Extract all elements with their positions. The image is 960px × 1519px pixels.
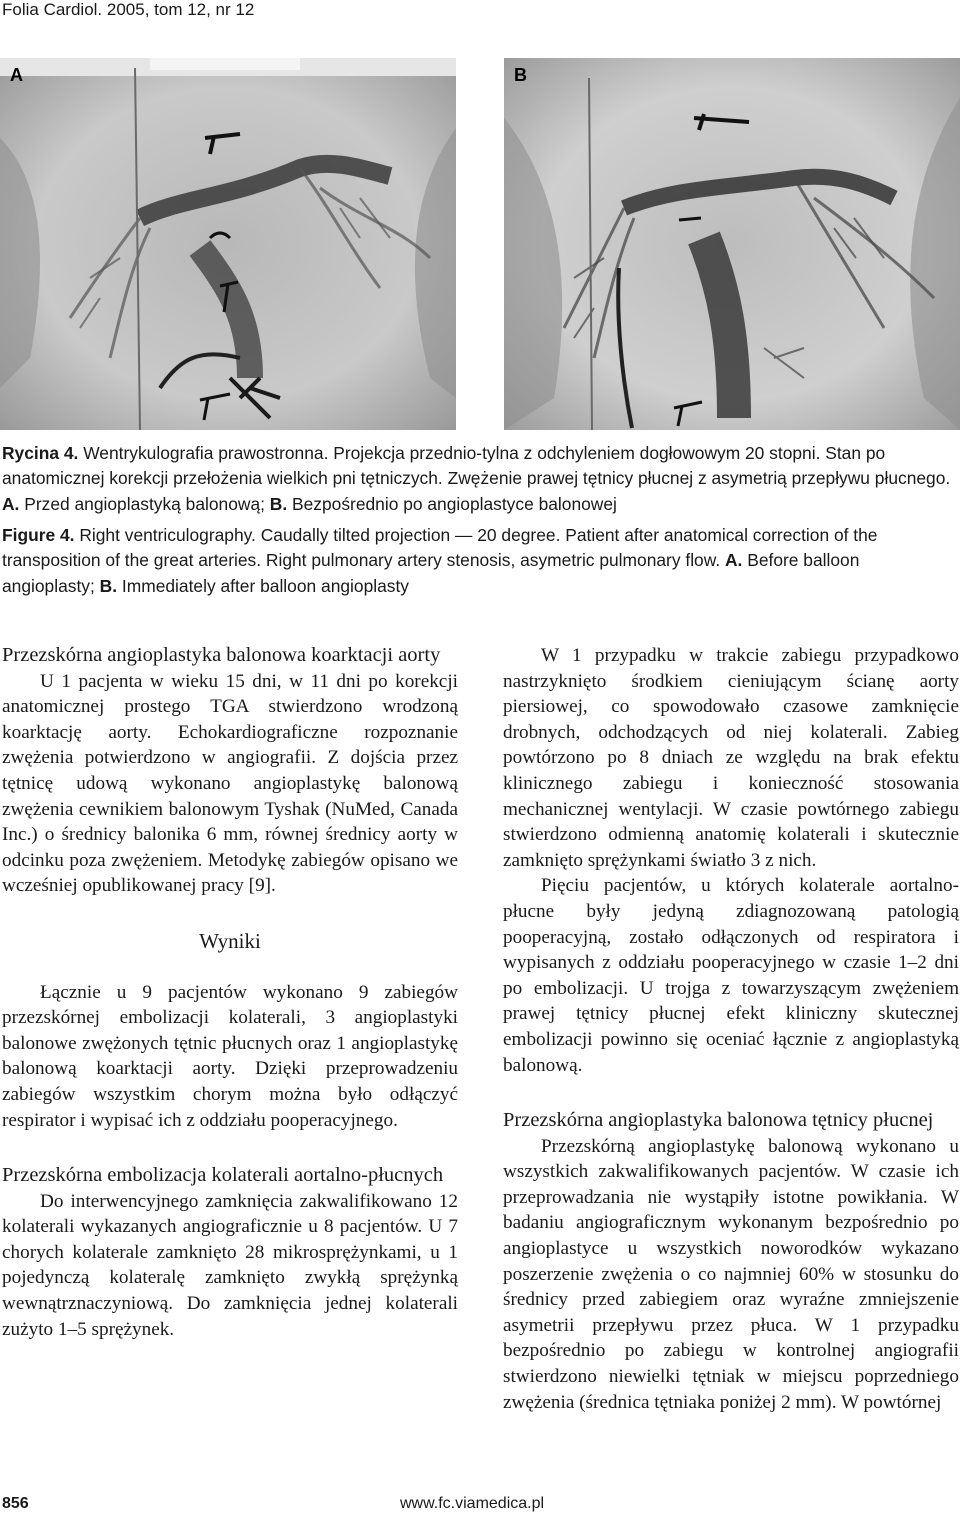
heading-pulmonary-angioplasty: Przezskórna angioplastyka balonowa tętnicy płucnej — [503, 1109, 934, 1132]
panel-label-b: B — [514, 65, 527, 85]
paragraph-coarctation: U 1 pacjenta w wieku 15 dni, w 11 dni po korekcji anatomicznej prostego TGA stwierdzono wrodzoną koarktację aorty. Echokardiograficzne rozpoznanie zwężenia potwierdzono w angiografii. Z dojścia przez tętnicę udową wykonano angioplastykę balonową zwężenia cewnikiem balonowym Tyshak (NuMed, Canada Inc.) o średnicy balonika 6 mm, równej średnicy aorty w odcinku poza zwężeniem. Metodykę zabiegów opisano we wcześniej opublikowanej pracy [9]. — [2, 670, 458, 897]
caption-en-a-label: A. — [725, 550, 743, 571]
paragraph-pulmonary-angioplasty: Przezskórną angioplastykę balonową wykonano u wszystkich zakwalifikowanych pacjentów. W czasie ich przeprowadzania nie wystąpiły istotne powikłania. W badaniu angiograficznym wykonanym bezpośrednio po angioplastyce u wszystkich noworodków wykazano poszerzenie zwężenia o co najmniej 60% w stosunku do średnicy przed zabiegiem oraz wyraźne zmniejszenie asymetrii przepływu przez płuca. W 1 przypadku bezpośrednio po zabiegu w kontrolnej angiografii stwierdzono niewielki tętniak w miejscu poprzedniego zwężenia (średnica tętniaka poniżej 2 mm). W powtórnej — [503, 1135, 959, 1413]
paragraph-embolization: Do interwencyjnego zamknięcia zakwalifikowano 12 kolaterali wykazanych angiograficznie u 8 pacjentów. U 7 chorych kolaterale zamknięto 28 mikrosprężynkami, u 1 pojedynczą kolateralę zamknięto zwykłą sprężynką wewnątrznaczyniową. Do zamknięcia jednej kolaterali zużyto 1–5 sprężynek. — [2, 1190, 458, 1340]
panel-label-a: A — [10, 65, 23, 85]
caption-pl-label: Rycina 4. — [2, 443, 79, 463]
right-column — [503, 643, 959, 1415]
figure-caption-english — [2, 523, 957, 599]
heading-embolization: Przezskórna embolizacja kolaterali aortalno-płucnych — [2, 1164, 444, 1187]
paragraph-results: Łącznie u 9 pacjentów wykonano 9 zabiegów przezskórnej embolizacji kolaterali, 3 angioplastyki balonowe zwężonych tętnic płucnych oraz 1 angioplastykę balonową koarktacji aorty. Dzięki przeprowadzeniu zabiegów wszystkim chorym można było odłączyć respirator i wypisać ich z oddziału pooperacyjnego. — [2, 981, 458, 1131]
page-number: 856 — [2, 1495, 29, 1512]
caption-en-b-text: Immediately after balloon angioplasty — [117, 575, 410, 596]
caption-en-text: Right ventriculography. Caudally tilted projection — 20 degree. Patient after anatomical correction of the transposition of the great arteries. Right pulmonary artery stenosis, asymetric pulmonary flow. — [2, 525, 878, 571]
footer-url: www.fc.viamedica.pl — [400, 1495, 545, 1512]
heading-coarctation: Przezskórna angioplastyka balonowa koarktacji aorty — [2, 644, 441, 666]
paragraph-repeat-procedure: W 1 przypadku w trakcie zabiegu przypadkowo nastrzyknięto środkiem cieniującym ścianę aorty piersiowej, co spowodowało czasowe zamknięcie drobnych, odchodzących od niej kolaterali. Zabieg powtórzono po 8 dniach ze względu na brak efektu klinicznego zabiegu i konieczność stosowania mechanicznej wentylacji. W czasie powtórnego zabiegu stwierdzono odmienną anatomię kolaterali i skutecznie zamknięto sprężynkami światło 3 z nich. — [503, 645, 959, 871]
caption-en-a-text: Before balloon angioplasty; — [2, 550, 860, 596]
section-title-results: Wyniki — [199, 928, 261, 953]
angiogram-image-a — [0, 58, 456, 430]
angiogram-panel-a — [0, 58, 456, 430]
paragraph-five-patients: Pięciu pacjentów, u których kolaterale aortalno-płucne były jedyną zdiagnozowaną patologią pooperacyjną, zostało odłączonych od respiratora i wypisanych z oddziału pooperacyjnego w czasie 1–2 dni po embolizacji. U trojga z towarzyszącym zwężeniem prawej tętnicy płucnej efekt kliniczny skutecznej embolizacji powinno się oceniać łącznie z angioplastyką balonową. — [503, 875, 959, 1076]
caption-pl-b-text: Bezpośrednio po angioplastyce balonowej — [287, 493, 617, 514]
figure-caption-polish — [2, 441, 957, 517]
caption-pl-a-text: Przed angioplastyką balonową; — [19, 493, 270, 514]
angiogram-panel-b — [504, 58, 960, 430]
caption-pl-b-label: B. — [269, 493, 288, 514]
angiogram-image-b — [504, 58, 960, 430]
left-column — [2, 643, 458, 1342]
caption-en-label: Figure 4. — [2, 525, 75, 545]
journal-header: Folia Cardiol. 2005, tom 12, nr 12 — [2, 0, 255, 19]
caption-en-b-label: B. — [99, 575, 118, 596]
caption-pl-a-label: A. — [2, 493, 20, 514]
caption-pl-text: Wentrykulografia prawostronna. Projekcja przednio-tylna z odchyleniem dogłowowym 20 stopni. Stan po anatomicznej korekcji przełożenia wielkich pni tętniczych. Zwężenie prawej tętnicy płucnej z asymetrią przepływu płucnego. — [2, 443, 951, 489]
